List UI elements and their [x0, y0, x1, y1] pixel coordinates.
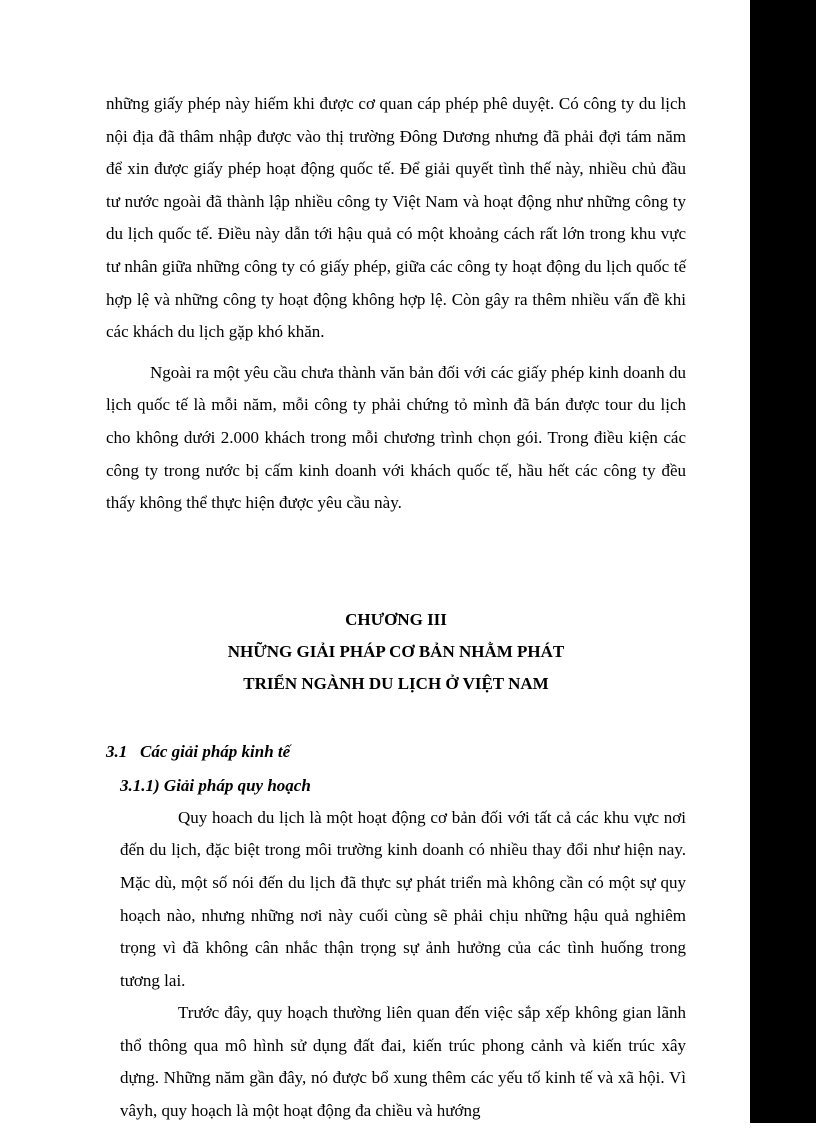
document-page	[106, 88, 686, 1128]
section-heading	[106, 736, 686, 768]
section-paragraph-1: Quy hoach du lịch là một hoạt động cơ bản đối với tất cả các khu vực nơi đến du lịch, đặc biệt trong môi trường kinh doanh có nhiều thay đổi như hiện nay. Mặc dù, một số nói đến du lịch đã thực sự phát triển mà không cần có một sự quy hoạch nào, nhưng những nơi này cuối cùng sẽ phải chịu những hậu quả nghiêm trọng vì đã không cân nhắc thận trọng sự ảnh hưởng của các tình huống trong tương lai.	[120, 807, 686, 990]
section-paragraph-2: Trước đây, quy hoạch thường liên quan đến việc sắp xếp không gian lãnh thổ thông qua mô hình sử dụng đất đai, kiến trúc phong cảnh và kiến trúc xây dựng. Những năm gần đây, nó được bổ xung thêm các yếu tố kinh tế và xã hội. Vì vâyh, quy hoạch là một hoạt động đa chiều và hướng	[120, 1003, 686, 1121]
chapter-heading	[106, 604, 686, 700]
chapter-label: CHƯƠNG III	[345, 609, 447, 629]
body-paragraph-2: Ngoài ra một yêu cầu chưa thành văn bản đối với các giấy phép kinh doanh du lịch quốc tế là mỗi năm, mỗi công ty phải chứng tỏ mình đã bán được tour du lịch cho không dưới 2.000 khách trong mỗi chương trình chọn gói. Trong điều kiện các công ty trong nước bị cấm kinh doanh với khách quốc tế, hầu hết các công ty đều thấy không thể thực hiện được yêu cầu này.	[106, 362, 686, 513]
page-edge-black-band	[750, 0, 816, 1123]
section-body	[106, 802, 686, 1128]
section-number: 3.1	[106, 741, 128, 761]
chapter-title-line-1: NHỮNG GIẢI PHÁP CƠ BẢN NHẰM PHÁT	[227, 641, 565, 661]
subsection-heading: 3.1.1) Giải pháp quy hoạch	[120, 775, 311, 795]
section-title: Các giải pháp kinh tế	[140, 741, 291, 761]
chapter-title-line-2: TRIỂN NGÀNH DU LỊCH Ở VIỆT NAM	[243, 673, 549, 693]
body-paragraph-1: những giấy phép này hiếm khi được cơ quan cáp phép phê duyệt. Có công ty du lịch nội địa đã thâm nhập được vào thị trường Đông Dương nhưng đã phải đợi tám năm để xin được giấy phép hoạt động quốc tế. Để giải quyết tình thế này, nhiều chủ đầu tư nước ngoài đã thành lập nhiều công ty Việt Nam và hoạt động như những công ty du lịch quốc tế. Điều này dẫn tới hậu quả có một khoảng cách rất lớn trong khu vực tư nhân giữa những công ty có giấy phép, giữa các công ty hoạt động du lịch quốc tế hợp lệ và những công ty hoạt động không hợp lệ. Còn gây ra thêm nhiều vấn đề khi các khách du lịch gặp khó khăn.	[106, 94, 686, 342]
